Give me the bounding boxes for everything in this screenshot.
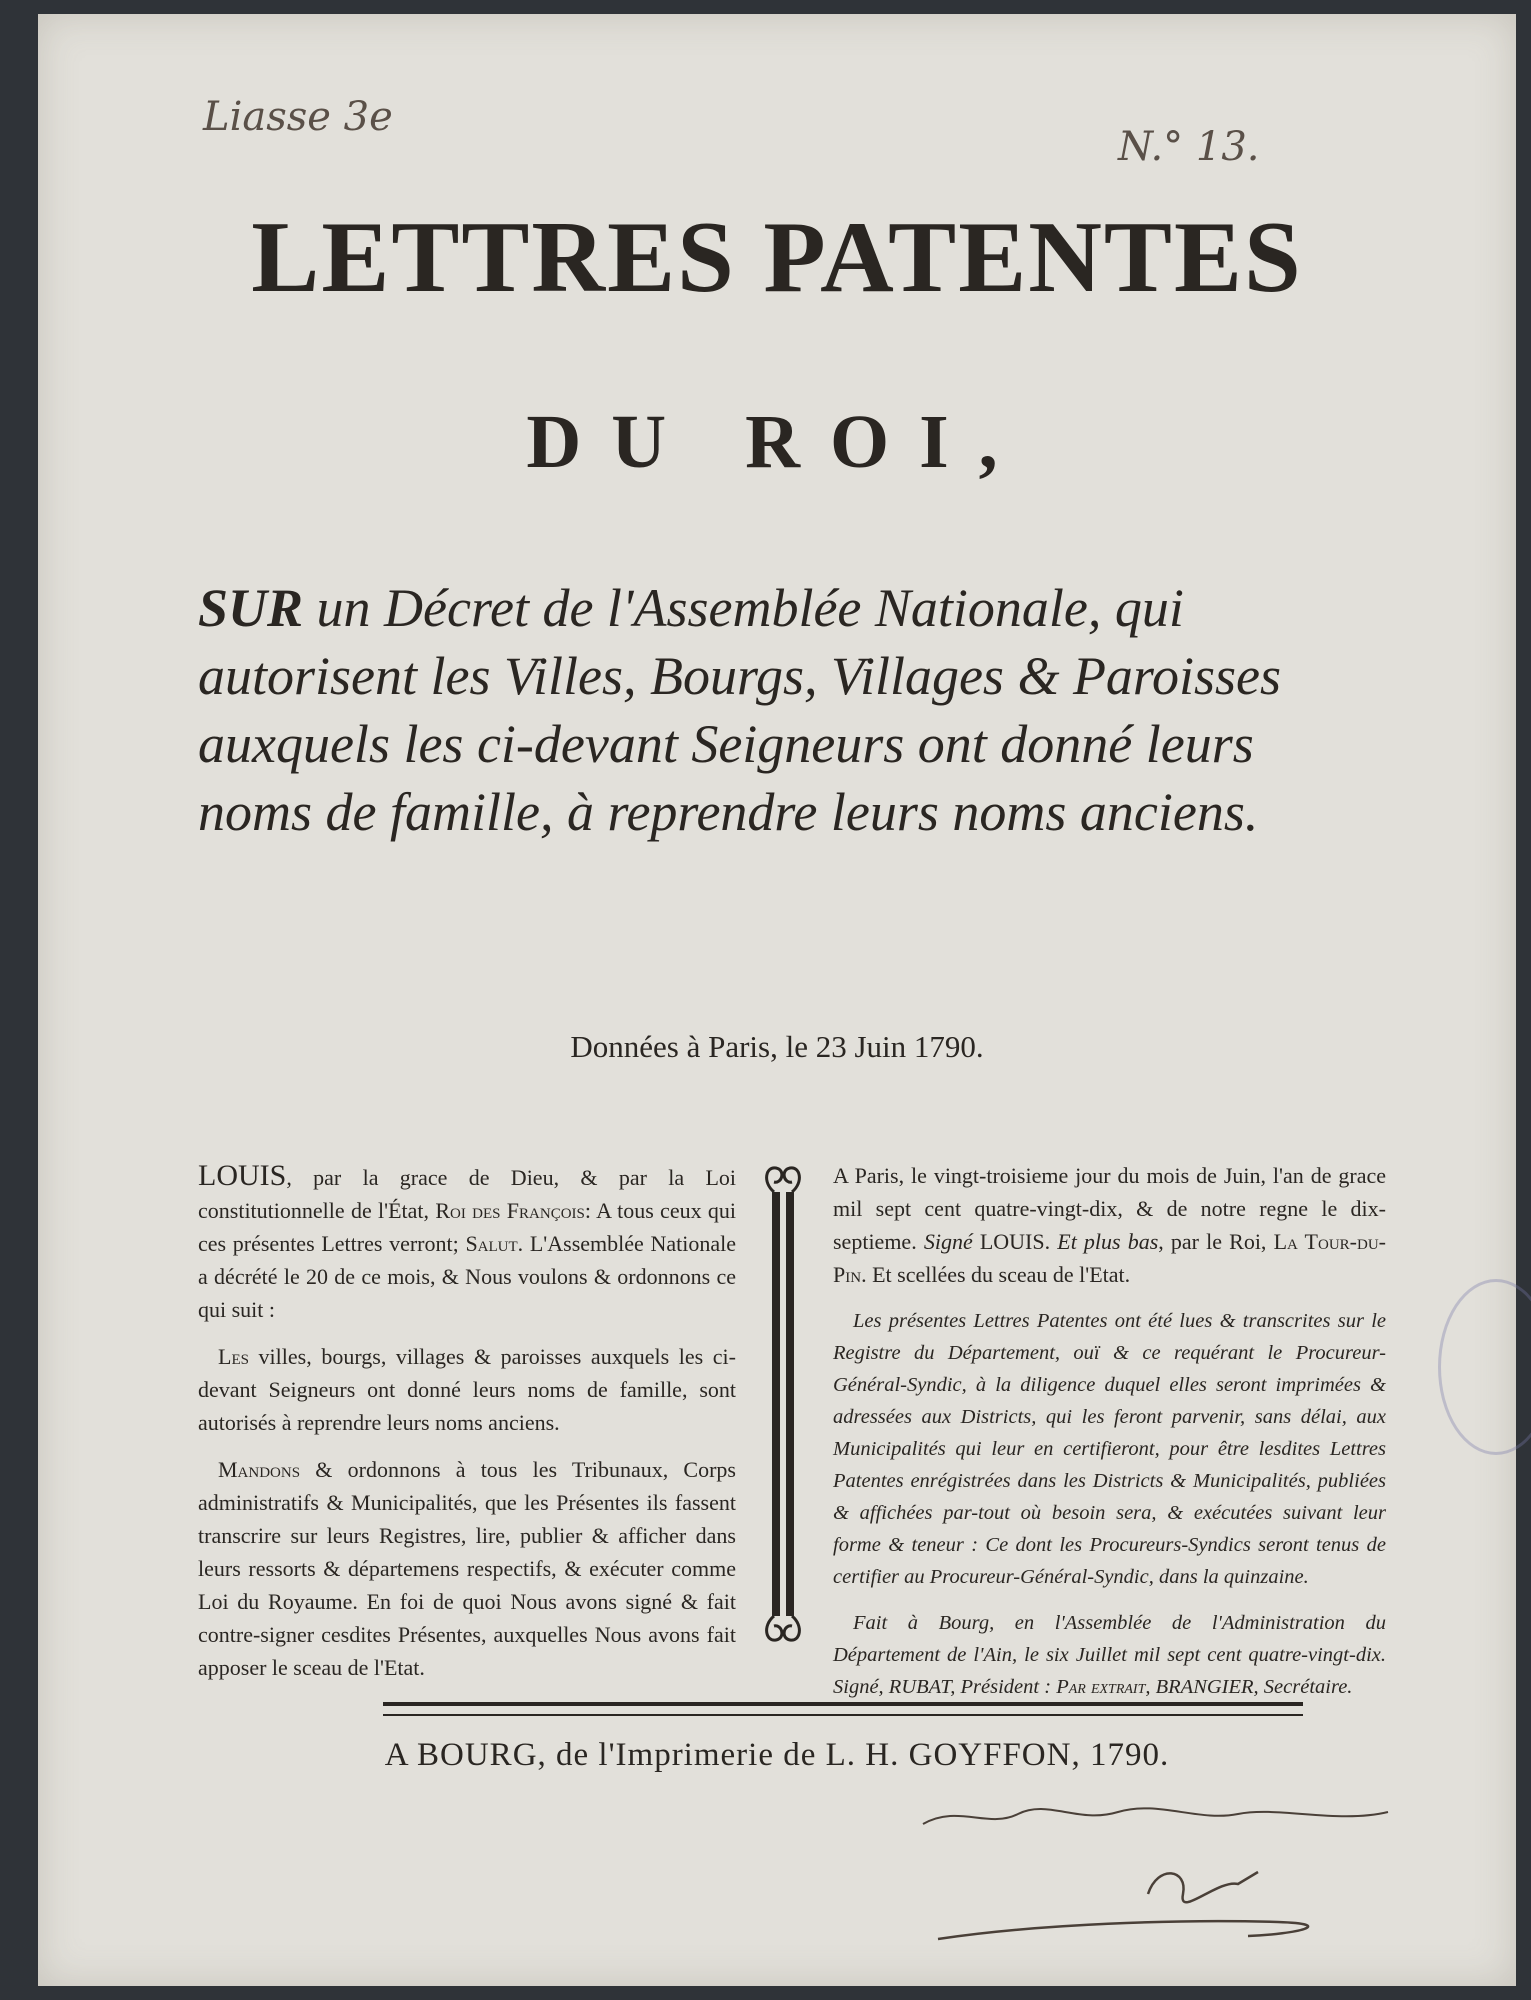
right-paragraph-2: Les présentes Lettres Patentes ont été lues & transcrites sur le Registre du Département, ouï & ce requérant le Procureur-Général-Syndic, à la diligence duquel elles seront imprimées & adressées aux Districts, qui les feront parvenir, sans délai, aux Municipalités qui leur en certifieront, pour être lesdites Lettres Patentes enrégistrées dans les Districts & Municipalités, publiées & affichées par-tout où besoin sera, & exécutées suivant leur forme & teneur : Ce dont les Procureurs-Syndics seront tenus de certifier au Procureur-Général-Syndic, dans la quinzaine.	[833, 1310, 1386, 1588]
left-paragraph-2	[198, 1340, 736, 1439]
imprint-line: A BOURG, de l'Imprimerie de L. H. GOYFFON, 1790.	[384, 1737, 1170, 1773]
date-line: Données à Paris, le 23 Juin 1790.	[570, 1029, 984, 1064]
handwritten-annotation-signature	[918, 1784, 1478, 1964]
text-run-sc: La Tour-du-Pin	[833, 1229, 1386, 1287]
text-run: , BRANGIER, Secrétaire.	[1145, 1676, 1353, 1698]
text-run: , par la grace de Dieu, & par la Loi constitutionnelle de l'État,	[198, 1165, 736, 1223]
text-run: . Et scellées du sceau de l'Etat.	[861, 1262, 1131, 1287]
right-paragraph-1	[833, 1159, 1386, 1291]
text-run: & ordonnons à tous les Tribunaux, Corps administratifs & Municipalités, que les Présentes ils fassent transcrire sur leurs Registres, lire, publier & afficher dans leurs ressorts & départemens respectifs, & exécuter comme Loi du Royaume. En foi de quoi Nous avons signé & fait contre-signer cesdites Présentes, auxquelles Nous avons fait apposer le sceau de l'Etat.	[198, 1457, 736, 1680]
text-run-sc: Roi des François	[435, 1198, 585, 1223]
handwritten-liasse: Liasse 3e	[203, 94, 393, 140]
subtitle	[198, 574, 1368, 846]
text-run: , par le Roi,	[1158, 1229, 1274, 1254]
text-run: LOUIS.	[972, 1229, 1058, 1254]
column-divider-ornament	[760, 1162, 806, 1646]
drop-name: LOUIS	[198, 1159, 287, 1192]
text-run: Fait à Bourg, en l'Assemblée de l'Administration du Département de l'Ain, le six Juillet mil sept cent quatre-vingt-dix. Signé, RUBAT, Président :	[833, 1612, 1386, 1698]
document-page	[38, 14, 1516, 1986]
text-run: : A tous ceux qui ces présentes Lettres verront;	[198, 1198, 737, 1256]
text-run: A Paris, le vingt-troisieme jour du mois de Juin, l'an de grace mil sept cent quatre-vingt-dix, & de notre regne le dix-septieme.	[833, 1163, 1386, 1254]
right-column	[833, 1159, 1386, 1703]
left-column	[198, 1159, 736, 1684]
text-run-italic: Et plus bas	[1057, 1229, 1159, 1254]
horizontal-rule	[383, 1702, 1303, 1716]
faded-stamp-seal	[1438, 1279, 1531, 1455]
text-run-italic: Signé	[923, 1229, 973, 1254]
text-run-sc: Salut	[465, 1231, 518, 1256]
left-paragraph-3	[198, 1453, 736, 1684]
subtitle-text: un Décret de l'Assemblée Nationale, qui autorisent les Villes, Bourgs, Villages & Paroisses auxquels les ci-devant Seigneurs ont donné leurs noms de famille, à reprendre leurs noms anciens.	[198, 578, 1281, 842]
text-run-sc: Mandons	[218, 1457, 301, 1482]
handwritten-number: N.° 13.	[1118, 124, 1260, 170]
text-run: villes, bourgs, villages & paroisses auxquels les ci-devant Seigneurs ont donné leurs noms de famille, sont autorisés à reprendre leurs noms anciens.	[198, 1344, 736, 1435]
left-paragraph-1	[198, 1159, 736, 1326]
text-run-sc: Les	[218, 1344, 249, 1369]
right-paragraph-3	[833, 1607, 1386, 1703]
title-line-2: DU ROI,	[526, 400, 1028, 484]
title-line-1: LETTRES PATENTES	[251, 201, 1303, 314]
subtitle-lead: SUR	[198, 578, 304, 638]
text-run-sc: Par extrait	[1056, 1676, 1146, 1698]
text-run: . L'Assemblée Nationale a décrété le 20 de ce mois, & Nous voulons & ordonnons ce qui suit :	[198, 1231, 737, 1322]
